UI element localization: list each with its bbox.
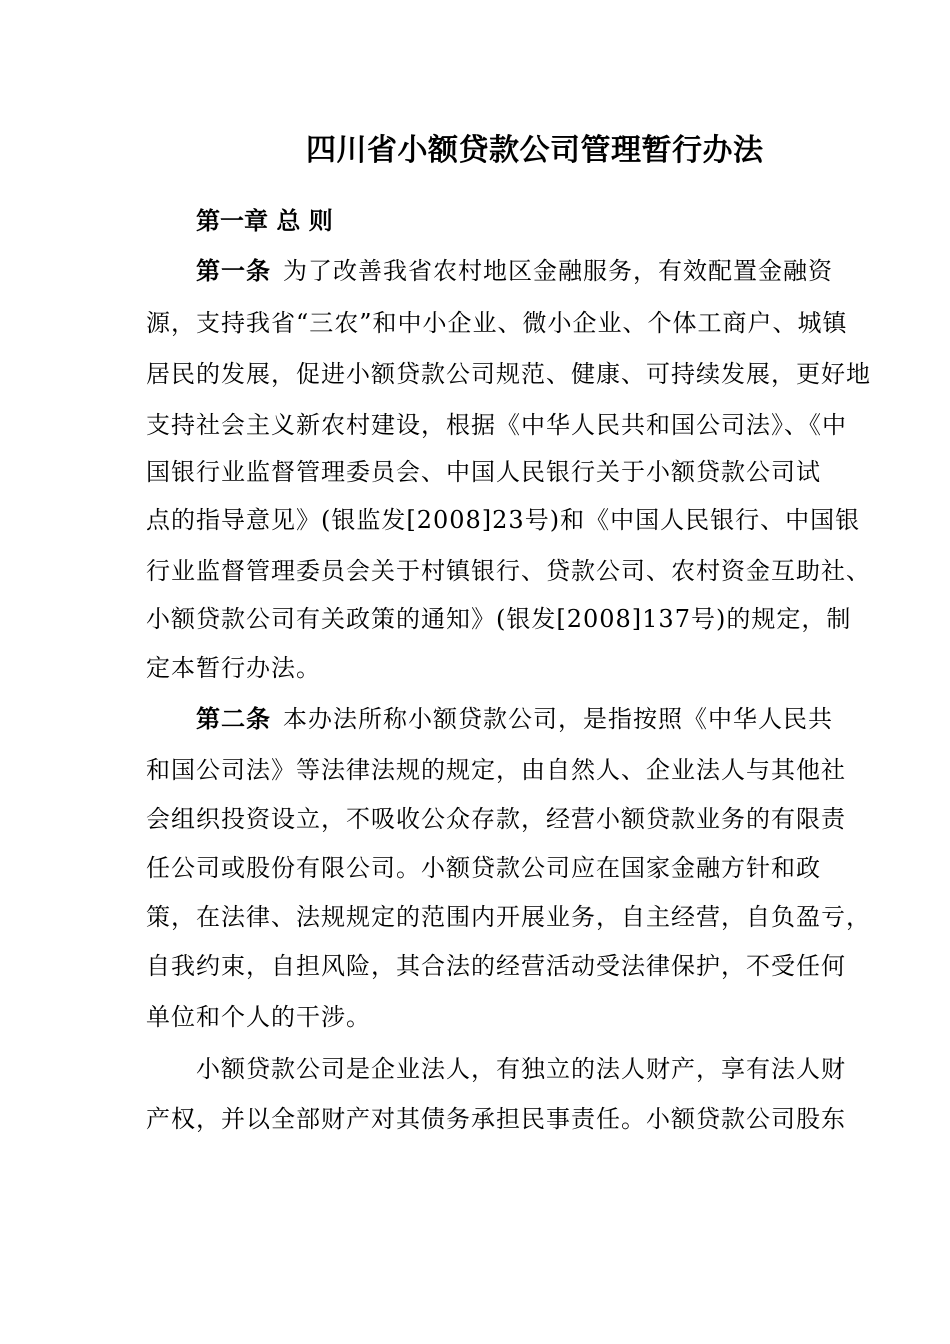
article-2-line: 策，在法律、法规规定的范围内开展业务，自主经营，自负盈亏， [146,903,871,931]
article-1-first-line [196,254,833,288]
article-2-text: 本办法所称小额贷款公司，是指按照《中华人民共 [283,705,833,733]
article-2-line: 和国公司法》等法律法规的规定，由自然人、企业法人与其他社 [146,756,846,784]
chapter-heading: 第一章 总 则 [196,206,333,235]
article-1-line: 支持社会主义新农村建设，根据《中华人民共和国公司法》、《中 [146,411,847,439]
article-1-line: 定本暂行办法。 [146,654,321,682]
article-2-label: 第二条 [196,704,271,733]
article-2-line: 自我约束，自担风险，其合法的经营活动受法律保护，不受任何 [146,952,846,980]
article-1-line: 源，支持我省“三农”和中小企业、微小企业、个体工商户、城镇 [146,309,848,337]
article-1-line: 点的指导意见》(银监发[2008]23号)和《中国人民银行、中国银 [146,506,861,534]
article-2-line: 单位和个人的干涉。 [146,1003,371,1031]
article-1-line: 国银行业监督管理委员会、中国人民银行关于小额贷款公司试 [146,458,821,486]
article-1-line: 行业监督管理委员会关于村镇银行、贷款公司、农村资金互助社、 [146,557,871,585]
paragraph-3-first-line: 小额贷款公司是企业法人，有独立的法人财产，享有法人财 [196,1055,846,1083]
article-1-line: 小额贷款公司有关政策的通知》(银发[2008]137号)的规定，制 [146,605,852,633]
article-2-line: 会组织投资设立，不吸收公众存款，经营小额贷款业务的有限责 [146,805,846,833]
article-2-line: 任公司或股份有限公司。小额贷款公司应在国家金融方针和政 [146,854,821,882]
article-1-label: 第一条 [196,256,271,285]
paragraph-3-line: 产权，并以全部财产对其债务承担民事责任。小额贷款公司股东 [146,1105,846,1133]
article-1-line: 居民的发展，促进小额贷款公司规范、健康、可持续发展，更好地 [146,360,871,388]
document-title: 四川省小额贷款公司管理暂行办法 [306,133,764,168]
article-2-first-line [196,702,833,736]
article-1-text: 为了改善我省农村地区金融服务，有效配置金融资 [283,257,833,285]
